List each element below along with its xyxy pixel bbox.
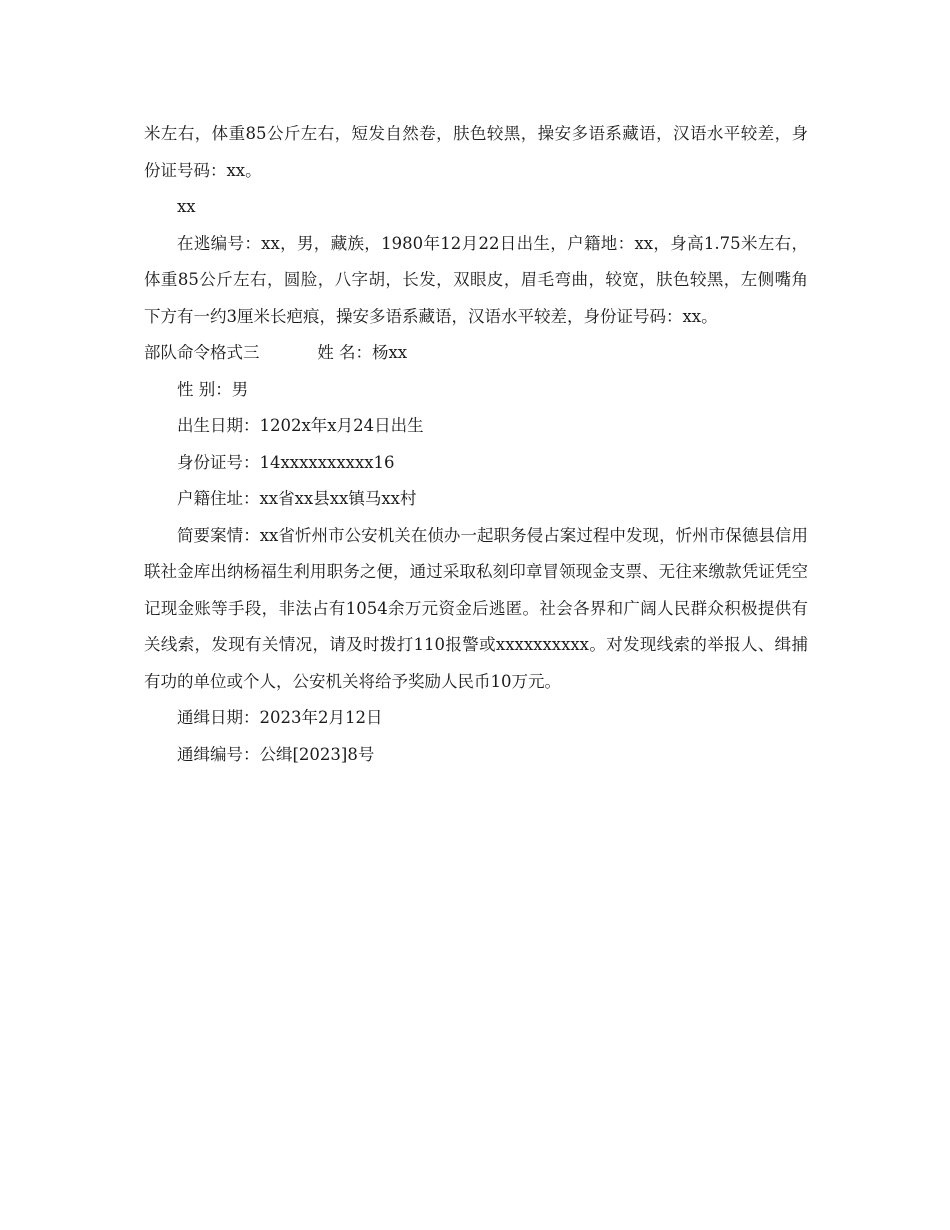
paragraph-suspect-2-name: xx — [177, 197, 196, 216]
heading-line — [144, 335, 808, 372]
field-household-address: 户籍住址：xx省xx县xx镇马xx村 — [177, 489, 417, 508]
paragraph-suspect-2-description: 在逃编号：xx，男，藏族，1980年12月22日出生，户籍地：xx，身高1.75米左右，体重85公斤左右，圆脸，八字胡，长发，双眼皮，眉毛弯曲，较宽，肤色较黑，左侧嘴角下方有一约3厘米长疤痕，操安多语系藏语，汉语水平较差，身份证号码：xx。 — [144, 233, 808, 326]
document-body — [144, 116, 808, 773]
field-case-summary: 简要案情：xx省忻州市公安机关在侦办一起职务侵占案过程中发现，忻州市保德县信用联社金库出纳杨福生利用职务之便，通过采取私刻印章冒领现金支票、无往来缴款凭证凭空记现金账等手段，非法占有1054余万元资金后逃匿。社会各界和广阔人民群众积极提供有关线索，发现有关情况，请及时拨打110报警或xxxxxxxxxx。对发现线索的举报人、缉捕有功的单位或个人，公安机关将给予奖励人民币10万元。 — [144, 525, 808, 691]
name-field: 姓 名：杨xx — [317, 343, 408, 362]
field-gender: 性 别：男 — [177, 379, 249, 399]
field-birth-date: 出生日期：1202x年x月24日出生 — [177, 416, 424, 435]
field-wanted-number: 通缉编号：公缉[2023]8号 — [177, 744, 375, 764]
section-title: 部队命令格式三 — [144, 343, 260, 362]
field-id-number: 身份证号：14xxxxxxxxxx16 — [177, 452, 395, 472]
paragraph-suspect-1-description: 米左右，体重85公斤左右，短发自然卷，肤色较黑，操安多语系藏语，汉语水平较差，身份证号码：xx。 — [144, 124, 808, 180]
field-wanted-date: 通缉日期：2023年2月12日 — [177, 708, 383, 727]
